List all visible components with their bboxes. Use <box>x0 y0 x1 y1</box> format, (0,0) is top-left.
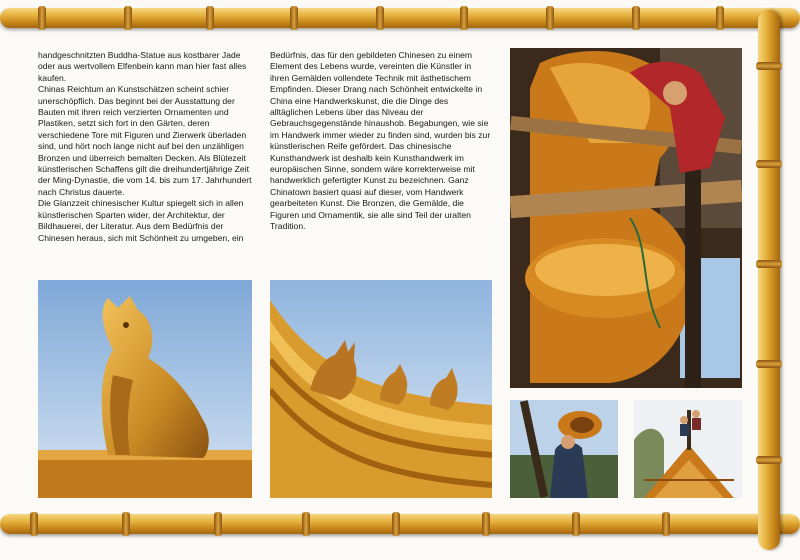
photo-workers-on-pagoda-roof <box>634 400 742 498</box>
photo-golden-lion-statue <box>38 280 252 498</box>
photo-worker-painting-pillar <box>510 48 742 388</box>
paragraph: Bedürfnis, das für den gebildeten Chinesen zu einem Element des Lebens wurde, vereinten die Künstler in ihren Gemälden vollendete Technik mit ästhetischem Empfinden. Dieser Drang nach Schönheit entwickelte in China eine Handwerkskunst, die die Dinge des alltäglichen Lebens über das Niveau der Gebrauchsgegenstände hinaushob. Begabungen, wie sie im Handwerk immer wieder zu finden sind, wurden bis zur künstlerischen Reife gefördert. Das chinesische Kunsthandwerk ist deshalb kein Kunsthandwerk im europäischen Sinne, sondern wäre korrekterweise mit handwerklich gefertigter Kunst zu bezeichnen. Ganz Chinatown basiert quasi auf dieser, vom Handwerk gearbeiteten Kunst. Die Bronzen, die Gemälde, die Figuren und Ornamentik, sie alle sind Teil der uralten Tradition. <box>270 50 491 232</box>
bamboo-right-border <box>758 10 780 550</box>
text-column-left <box>38 50 260 244</box>
bamboo-node <box>662 512 670 536</box>
bamboo-node <box>30 512 38 536</box>
bamboo-node <box>756 456 782 464</box>
bamboo-node <box>632 6 640 30</box>
bamboo-node <box>38 6 46 30</box>
bamboo-node <box>206 6 214 30</box>
bamboo-node <box>572 512 580 536</box>
paragraph: Chinas Reichtum an Kunstschätzen scheint schier unerschöpflich. Das beginnt bei der Ausstattung der Bauten mit ihren reich verzierten Ornamenten und Plastiken, setzt sich fort in den Gärten, deren verschiedene Tore mit Figuren und Zierwerk überladen sind, und hört noch lange nicht auf bei den unzähligen Bronzen und überreich bemalten Decken. Als Blütezeit künstlerischen Schaffens gilt die dreihundertjährige Zeit der Ming-Dynastie, die vom 14. bis zum 17. Jahrhundert nach Christus dauerte. <box>38 84 252 197</box>
bamboo-node <box>756 160 782 168</box>
paragraph: Die Glanzzeit chinesischer Kultur spiegelt sich in allen künstlerischen Sparten wider, der Architektur, der Bildhauerei, der Literatur. Aus dem Bedürfnis der Chinesen heraus, sich mit Schönheit zu umgeben, ein <box>38 198 244 243</box>
bamboo-node <box>122 512 130 536</box>
photo-glazed-roof-figures <box>270 280 492 498</box>
bamboo-node <box>214 512 222 536</box>
bamboo-node <box>290 6 298 30</box>
bamboo-bottom-border <box>0 514 800 534</box>
bamboo-node <box>376 6 384 30</box>
bamboo-node <box>482 512 490 536</box>
bamboo-node <box>756 360 782 368</box>
text-column-right <box>270 50 492 233</box>
bamboo-node <box>302 512 310 536</box>
bamboo-node <box>716 6 724 30</box>
bamboo-node <box>460 6 468 30</box>
bamboo-node <box>124 6 132 30</box>
paragraph: handgeschnitzten Buddha-Statue aus kostbarer Jade oder aus wertvollem Elfenbein kann man hier fast alles kaufen. <box>38 50 247 83</box>
bamboo-node <box>546 6 554 30</box>
bamboo-node <box>756 62 782 70</box>
bamboo-node <box>392 512 400 536</box>
bamboo-top-border <box>0 8 800 28</box>
photo-worker-with-lantern-ornament <box>510 400 618 498</box>
bamboo-node <box>756 260 782 268</box>
